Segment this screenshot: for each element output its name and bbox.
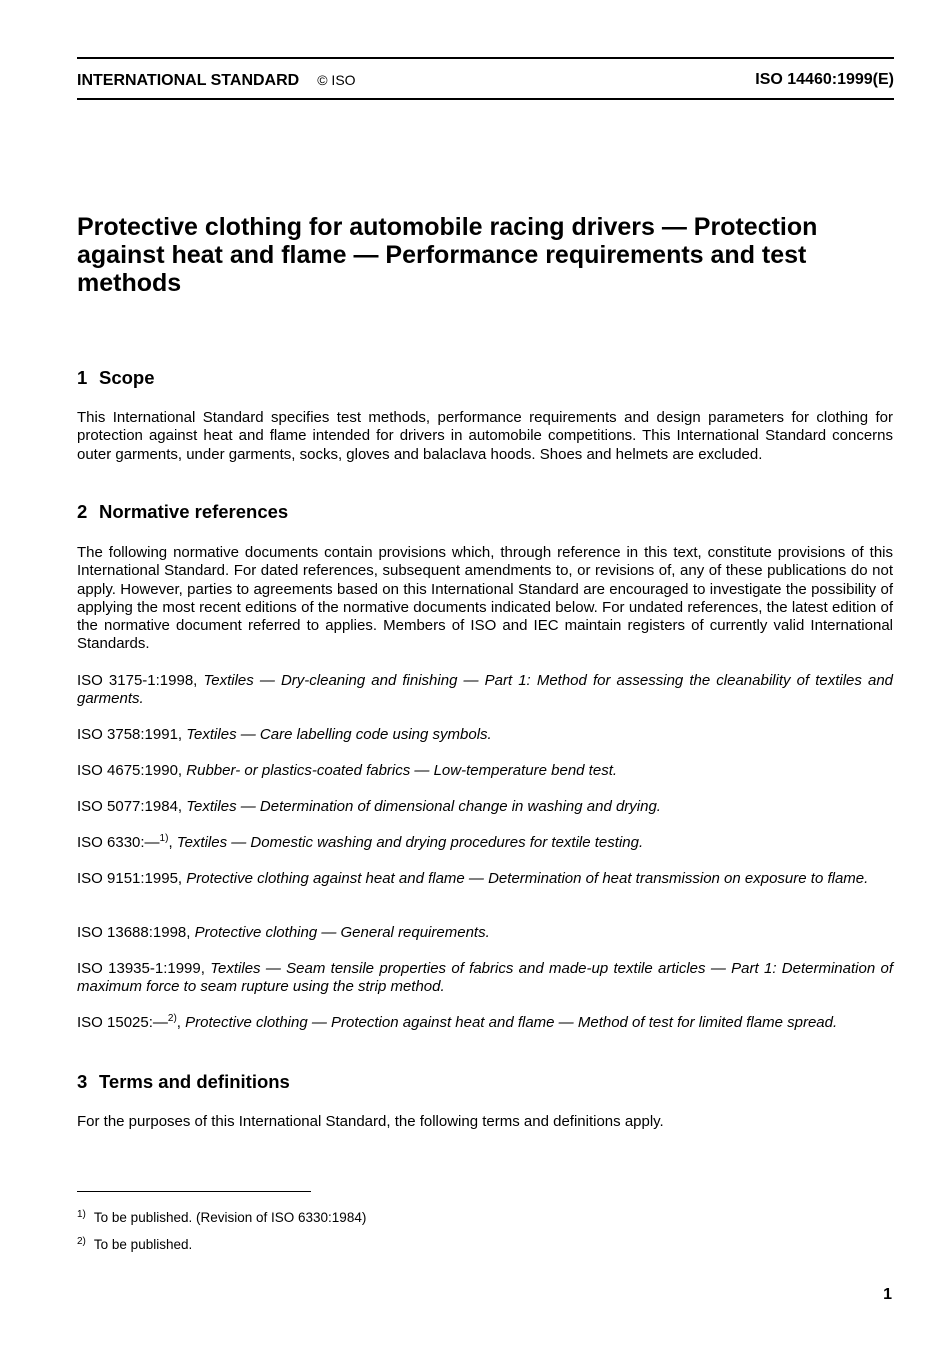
section-heading-scope xyxy=(77,367,155,389)
page-header xyxy=(77,70,894,90)
reference-footnote-mark: 1) xyxy=(159,833,169,844)
section-number: 1 xyxy=(77,367,88,388)
section-number: 2 xyxy=(77,501,88,522)
reference-item xyxy=(77,726,893,744)
reference-title: Rubber- or plastics-coated fabrics — Low-temperature bend test. xyxy=(186,762,618,779)
doc-number: ISO 14460:1999(E) xyxy=(755,71,894,88)
scope-paragraph: This International Standard specifies test methods, performance requirements and design parameters for clothing for protection against heat and flame intended for drivers in automobile competitions. This International Standard concerns outer garments, under garments, socks, gloves and balaclava hoods. Shoes and helmets are excluded. xyxy=(77,409,893,463)
section-heading-terms-and-definitions xyxy=(77,1071,290,1093)
page-number: 1 xyxy=(883,1286,892,1303)
reference-code: ISO 6330:— xyxy=(77,834,160,851)
reference-code: ISO 13688:1998, xyxy=(77,924,191,941)
reference-title: Textiles — Care labelling code using symbols. xyxy=(186,726,492,743)
section-heading-normative-references xyxy=(77,501,288,523)
reference-title: Textiles — Dry-cleaning and finishing — Part 1: Method for assessing the cleanability of textiles and garments. xyxy=(77,672,894,708)
reference-code: ISO 13935-1:1999, xyxy=(77,960,205,977)
footnote xyxy=(77,1237,192,1253)
reference-footnote-mark: 2) xyxy=(167,1013,177,1024)
header-bottom-rule xyxy=(77,98,894,100)
reference-item xyxy=(77,924,893,942)
reference-item xyxy=(77,870,893,888)
section-title: Normative references xyxy=(99,501,289,522)
footnote xyxy=(77,1210,366,1226)
reference-code: ISO 3175-1:1998, xyxy=(77,672,198,689)
reference-title: Protective clothing — Protection against heat and flame — Method of test for limited flame spread. xyxy=(185,1014,838,1031)
reference-item xyxy=(77,960,893,997)
footnote-text: To be published. xyxy=(93,1237,193,1252)
reference-item xyxy=(77,762,893,780)
section-number: 3 xyxy=(77,1071,88,1092)
reference-code: ISO 9151:1995, xyxy=(77,870,183,887)
header-left xyxy=(77,70,356,91)
reference-item xyxy=(77,672,893,709)
reference-title: Protective clothing — General requirements. xyxy=(194,924,490,941)
terms-paragraph: For the purposes of this International Standard, the following terms and definitions apply. xyxy=(77,1113,664,1130)
header-top-rule xyxy=(77,57,894,59)
copyright-notice: © ISO xyxy=(317,72,356,88)
footnote-mark: 1) xyxy=(77,1209,86,1220)
normative-intro-paragraph: The following normative documents contain provisions which, through reference in this text, constitute provisions of this International Standard. For dated references, subsequent amendments to, or revisions of, any of these publications do not apply. However, parties to agreements based on this International Standard are encouraged to investigate the possibility of applying the most recent editions of the normative documents indicated below. For undated references, the latest edition of the normative document referred to applies. Members of ISO and IEC maintain registers of currently valid International Standards. xyxy=(77,544,893,653)
section-title: Scope xyxy=(99,367,155,388)
reference-code: ISO 4675:1990, xyxy=(77,762,183,779)
reference-code: ISO 15025:— xyxy=(77,1014,168,1031)
reference-title: Textiles — Seam tensile properties of fabrics and made-up textile articles — Part 1: Determination of maximum force to seam rupture using the strip method. xyxy=(77,960,893,996)
reference-item: ISO 6330:—$^{1)}$, Textiles — Domestic washing and drying procedures for textile testing. xyxy=(77,833,644,851)
footnote-separator xyxy=(77,1191,311,1192)
reference-code: ISO 3758:1991, xyxy=(77,726,183,743)
reference-code: ISO 5077:1984, xyxy=(77,798,183,815)
reference-title: Protective clothing against heat and flame — Determination of heat transmission on exposure to flame. xyxy=(186,870,869,887)
footnote-text: To be published. (Revision of ISO 6330:1984) xyxy=(93,1210,367,1225)
reference-title: Textiles — Domestic washing and drying procedures for textile testing. xyxy=(176,834,644,851)
reference-title: Textiles — Determination of dimensional change in washing and drying. xyxy=(186,798,661,815)
document-title: Protective clothing for automobile racing drivers — Protection against heat and flame — Performance requirements and test methods xyxy=(77,213,818,297)
doc-type: INTERNATIONAL STANDARD xyxy=(77,72,300,89)
footnote-mark: 2) xyxy=(77,1236,86,1247)
reference-item xyxy=(77,798,893,816)
reference-item: ISO 15025:—$^{2)}$, Protective clothing — Protection against heat and flame — Method of test for limited flame spread. xyxy=(77,1013,838,1031)
section-title: Terms and definitions xyxy=(99,1071,290,1092)
